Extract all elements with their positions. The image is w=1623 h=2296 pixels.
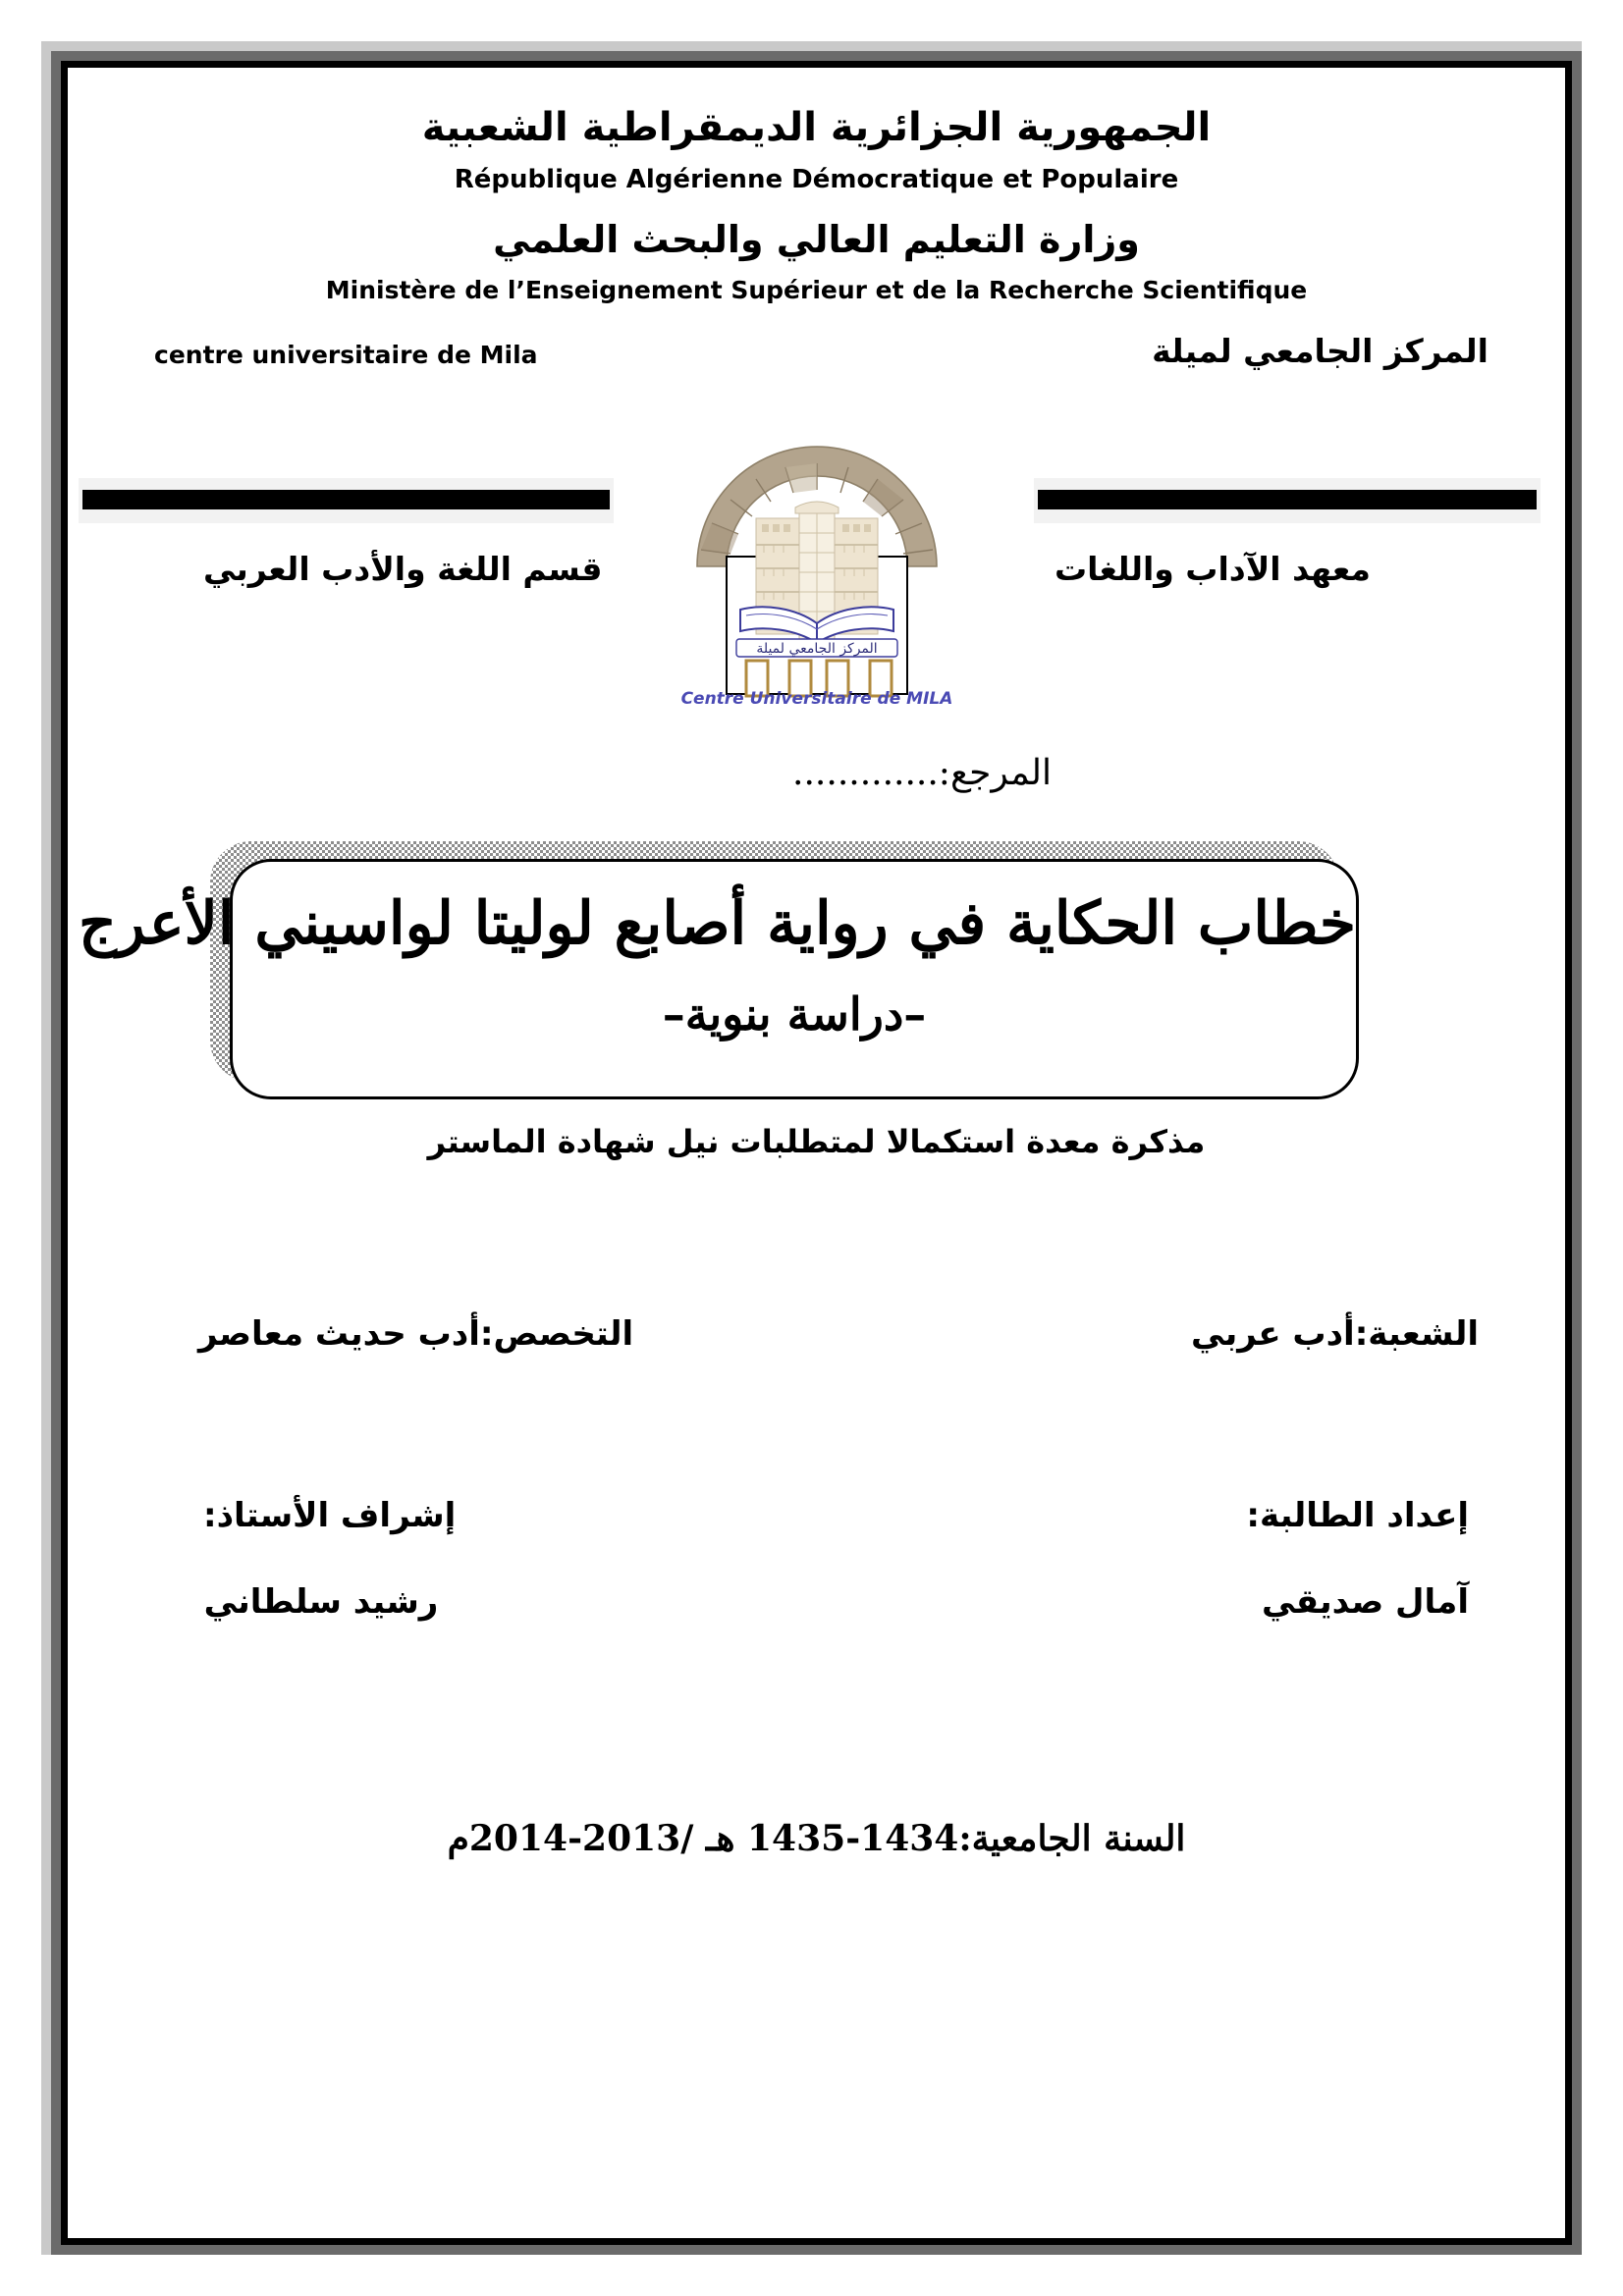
supervisor-label: إشراف الأستاذ:: [203, 1496, 457, 1535]
cover-page-content: [61, 61, 1572, 2245]
logo-book-caption: المركز الجامعي لميلة: [755, 641, 878, 657]
degree-note: مذكرة معدة استكمالا لمتطلبات نيل شهادة الماستر: [427, 1123, 1206, 1160]
title-box: [79, 859, 1359, 1099]
divider-bar-left: [79, 478, 614, 523]
department-name: قسم اللغة والأدب العربي: [203, 550, 603, 588]
thesis-title: خطاب الحكاية في رواية أصابع لوليتا لواسيني الأعرج: [79, 889, 1356, 958]
student-label: إعداد الطالبة:: [1246, 1496, 1469, 1535]
field-row: [61, 1314, 1572, 1367]
branch-label: الشعبة:أدب عربي: [1191, 1314, 1479, 1354]
university-name-french: centre universitaire de Mila: [154, 341, 538, 369]
supervisor-name: رشيد سلطاني: [203, 1582, 439, 1622]
thesis-subtitle: –دراسة بنوية–: [662, 988, 927, 1041]
ministry-french: Ministère de l’Enseignement Supérieur et de la Recherche Scientifique: [325, 276, 1308, 304]
university-logo: [679, 419, 954, 704]
people-block: [61, 1496, 1572, 1673]
university-name-arabic: المركز الجامعي لميلة: [1152, 332, 1488, 370]
speciality-label: التخصص:أدب حديث معاصر: [198, 1314, 634, 1354]
divider-bar-right: [1034, 478, 1541, 523]
republic-french: République Algérienne Démocratique et Populaire: [454, 165, 1179, 194]
republic-arabic: الجمهورية الجزائرية الديمقراطية الشعبية: [421, 105, 1212, 150]
university-row: [61, 332, 1572, 383]
ministry-arabic: وزارة التعليم العالي والبحث العلمي: [493, 218, 1140, 261]
reference-line: المرجع:.............: [792, 753, 1052, 793]
institute-name: معهد الآداب واللغات: [1054, 550, 1371, 588]
logo-french-caption: Centre Universitaire de MILA: [680, 689, 952, 704]
supervisor-column: [203, 1496, 456, 1622]
student-name: آمال صديقي: [1262, 1582, 1469, 1622]
academic-year: السنة الجامعية:1434-1435 هـ /2013-2014م: [447, 1818, 1186, 1859]
student-column: [1246, 1496, 1469, 1622]
